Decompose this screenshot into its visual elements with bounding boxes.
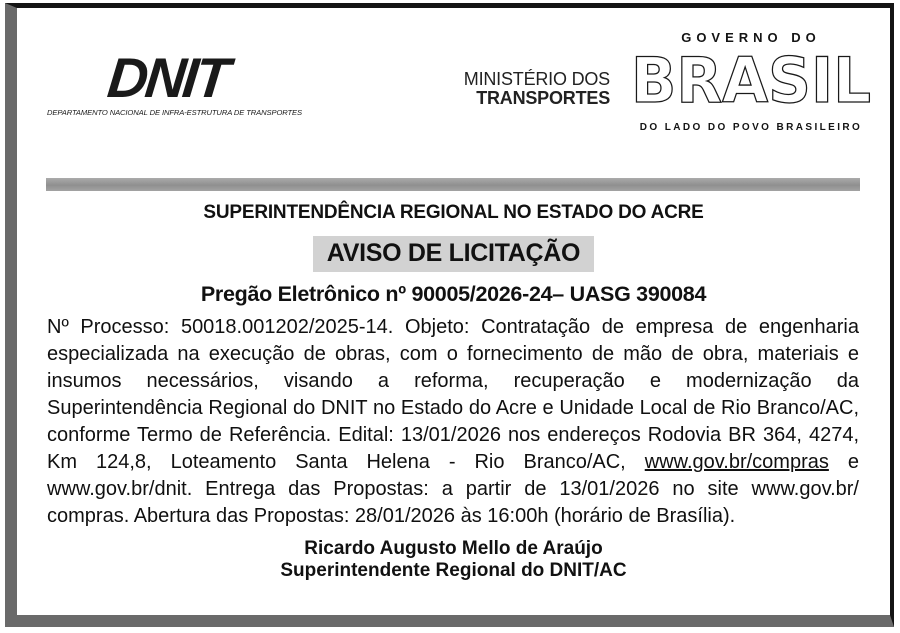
ministry-label [417, 70, 610, 108]
brasil-outline-wordmark [627, 47, 875, 120]
auction-subtitle: Pregão Eletrônico nº 90005/2026-24– UASG 390084 [200, 282, 707, 306]
dnit-logo-wordmark: DNIT [104, 46, 230, 109]
brasil-wordmark-svg [628, 47, 874, 115]
signature-title: Superintendente Regional do DNIT/AC [280, 560, 627, 581]
superintendence-title: SUPERINTENDÊNCIA REGIONAL NO ESTADO DO ACRE [203, 202, 704, 223]
header [17, 8, 890, 178]
gray-divider-bar [46, 178, 860, 191]
notice-title-row [17, 236, 890, 272]
body-text-part2: e www.gov.br/dnit. Entrega das Propostas: a partir de 13/01/2026 no site www.gov.br/ compras. Abertura das Propostas: 28/01/2026 às 16:00h (horário de Brasília). [47, 451, 859, 527]
dnit-logo-tagline: DEPARTAMENTO NACIONAL DE INFRA-ESTRUTURA DE TRANSPORTES [47, 108, 302, 117]
ministry-line2: TRANSPORTES [476, 88, 610, 108]
ministry-line1: MINISTÉRIO DOS [463, 69, 610, 89]
notice-title-highlight: AVISO DE LICITAÇÃO [313, 236, 594, 272]
governo-do-label: GOVERNO DO [681, 30, 821, 45]
page-frame [5, 3, 894, 627]
gov-compras-link[interactable]: www.gov.br/compras [644, 451, 829, 473]
gov-slogan: DO LADO DO POVO BRASILEIRO [639, 122, 863, 133]
governo-do-brasil-logo [627, 30, 875, 133]
signature-block [17, 538, 890, 582]
notice-body-paragraph [47, 314, 859, 530]
brasil-wordmark-text: BRASIL [631, 47, 871, 115]
body-text-part1: Nº Processo: 50018.001202/2025-14. Objeto: Contratação de empresa de engenharia especializada na execução de obras, com o fornecimento de mão de obra, materiais e insumos necessários, visando a reforma, recuperação e modernização da Superintendência Regional do DNIT no Estado do Acre e Unidade Local de Rio Branco/AC, conforme Termo de Referência. Edital: 13/01/2026 nos endereços Rodovia BR 364, 4274, Km 124,8, Loteamento Santa Helena - Rio Branco/AC, [47, 316, 859, 473]
signature-name: Ricardo Augusto Mello de Araújo [304, 538, 603, 559]
dnit-logo [47, 46, 302, 117]
page-content [17, 8, 890, 615]
